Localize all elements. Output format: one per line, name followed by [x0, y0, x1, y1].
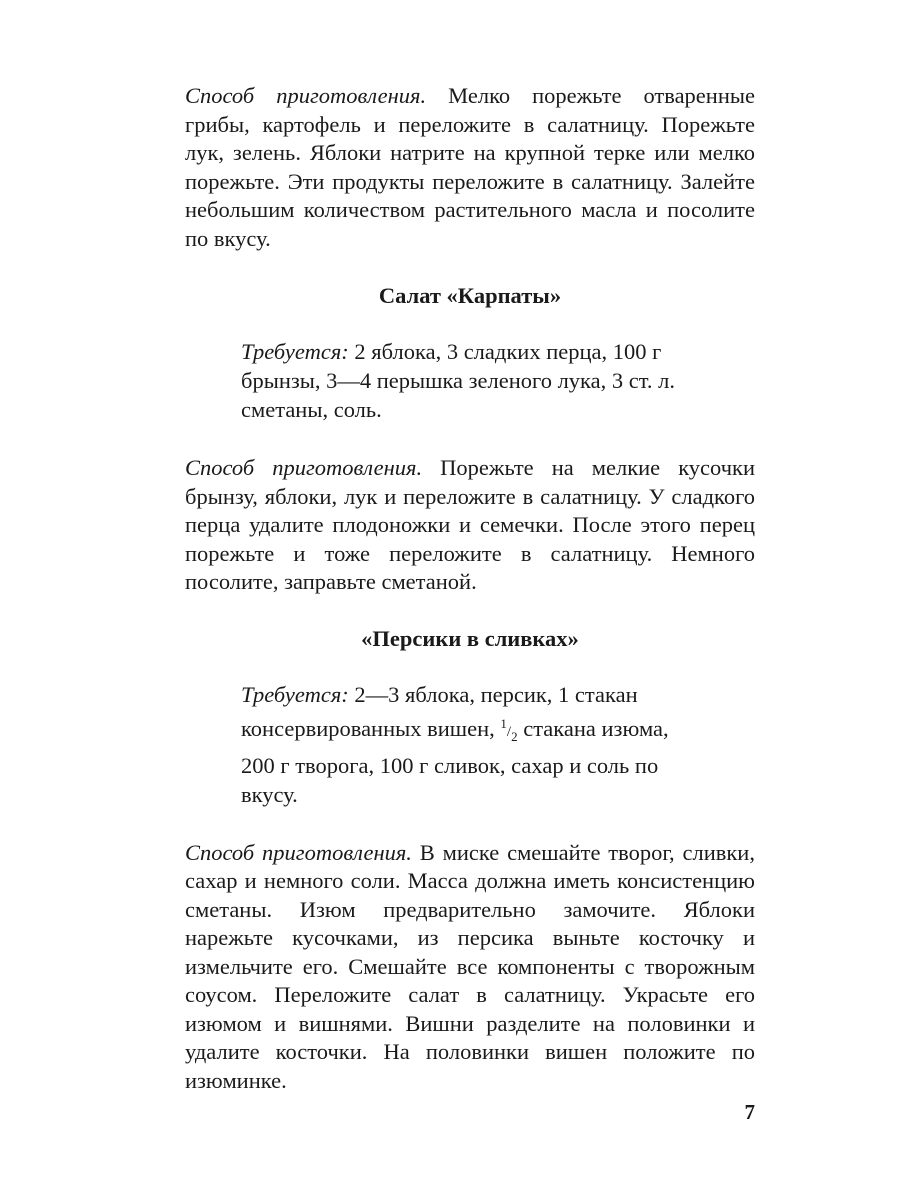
- requires-label: Требуется:: [241, 339, 349, 364]
- fraction-denominator: 2: [511, 728, 518, 744]
- ingredients-peaches: [185, 680, 755, 809]
- method-label: Способ приготовления.: [185, 83, 427, 108]
- page-content: [185, 82, 755, 1095]
- peaches-method-paragraph: [185, 839, 755, 1096]
- requires-text: 2 яблока, 3 сладких перца, 100 г брынзы, 3—4 перышка зеленого лука, 3 ст. л. сметаны, соль.: [241, 339, 675, 422]
- fraction-numerator: 1: [500, 715, 507, 731]
- requires-text-part-b: стакана изюма, 200 г творога, 100 г сливок, сахар и соль по вкусу.: [241, 715, 669, 807]
- recipe-title-karpaty: Салат «Карпаты»: [378, 283, 562, 308]
- intro-method-paragraph: [185, 82, 755, 253]
- method-label: Способ приготовления.: [185, 839, 412, 865]
- requires-label: Требуется:: [241, 681, 349, 707]
- karpaty-method-paragraph: [185, 454, 755, 597]
- method-text: Порежьте на мелкие кусочки брынзу, яблоки, лук и переложите в салатницу. У сладкого перца удалите плодоножки и семечки. После этого перец порежьте и тоже переложите в салатницу. Немного посолите, заправьте сметаной.: [185, 455, 756, 594]
- fraction-half: [500, 715, 518, 744]
- method-text: Мелко порежьте отваренные грибы, картофель и переложите в салатницу. Порежьте лук, зелень. Яблоки натрите на крупной терке или мелко порежьте. Эти продукты переложите в салатницу. Залейте небольшим количеством растительного масла и посолите по вкусу.: [185, 83, 755, 251]
- page-number: 7: [744, 1100, 755, 1124]
- method-text: В миске смешайте творог, сливки, сахар и немного соли. Масса должна иметь консистенцию сметаны. Изюм предварительно замочите. Яблоки нарежьте кусочками, из персика выньте косточку и измельчите его. Смешайте все компоненты с творожным соусом. Переложите салат в салатницу. Украсьте его изюмом и вишнями. Вишни разделите на половинки и удалите косточки. На половинки вишен положите по изюминке.: [185, 839, 755, 1093]
- ingredients-karpaty: [185, 337, 755, 424]
- method-label: Способ приготовления.: [185, 455, 423, 480]
- requires-text-part-a: 2—3 яблока, персик, 1 стакан консервированных вишен,: [241, 681, 638, 741]
- recipe-title-peaches: «Персики в сливках»: [361, 625, 579, 651]
- fraction-slash: /: [506, 723, 512, 740]
